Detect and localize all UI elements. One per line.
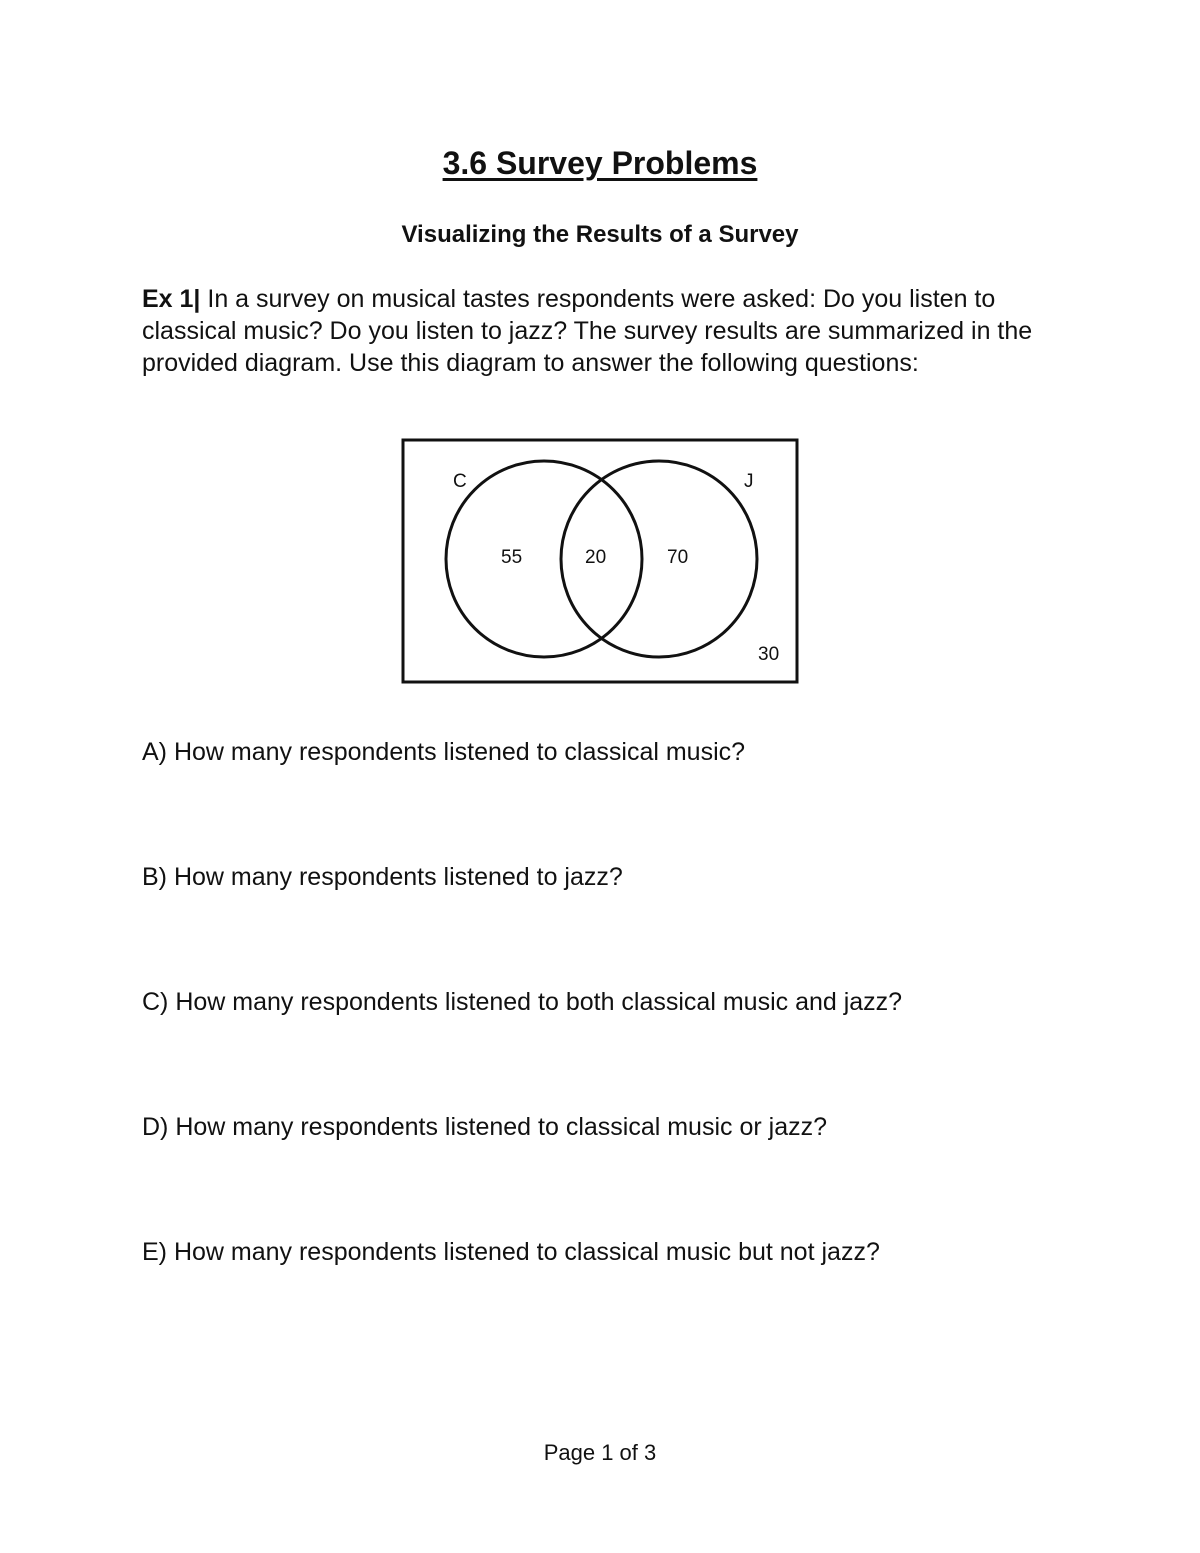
page-footer: Page 1 of 3 (543, 1440, 657, 1465)
jazz-set-label: J (744, 471, 754, 492)
question-b: B) How many respondents listened to jazz? (142, 863, 623, 891)
section-subtitle: Visualizing the Results of a Survey (401, 221, 799, 248)
classical-only-count: 55 (501, 547, 523, 568)
page-title: 3.6 Survey Problems (442, 145, 758, 181)
classical-set-label: C (453, 471, 467, 492)
venn-diagram (401, 438, 799, 684)
both-count: 20 (585, 547, 607, 568)
neither-count: 30 (758, 644, 780, 665)
question-d: D) How many respondents listened to classical music or jazz? (142, 1113, 827, 1141)
question-a: A) How many respondents listened to classical music? (142, 738, 746, 766)
classical-circle (446, 461, 642, 657)
question-c: C) How many respondents listened to both classical music and jazz? (142, 988, 903, 1016)
example-label: Ex 1| (142, 285, 201, 313)
jazz-only-count: 70 (667, 547, 689, 568)
example-intro (142, 283, 1072, 379)
example-text: In a survey on musical tastes respondents were asked: Do you listen to classical music? Do you listen to jazz? The survey results are summarized in the provided diagram. Use this diagram to answer the following questions: (142, 285, 1033, 377)
question-e: E) How many respondents listened to classical music but not jazz? (142, 1238, 880, 1266)
